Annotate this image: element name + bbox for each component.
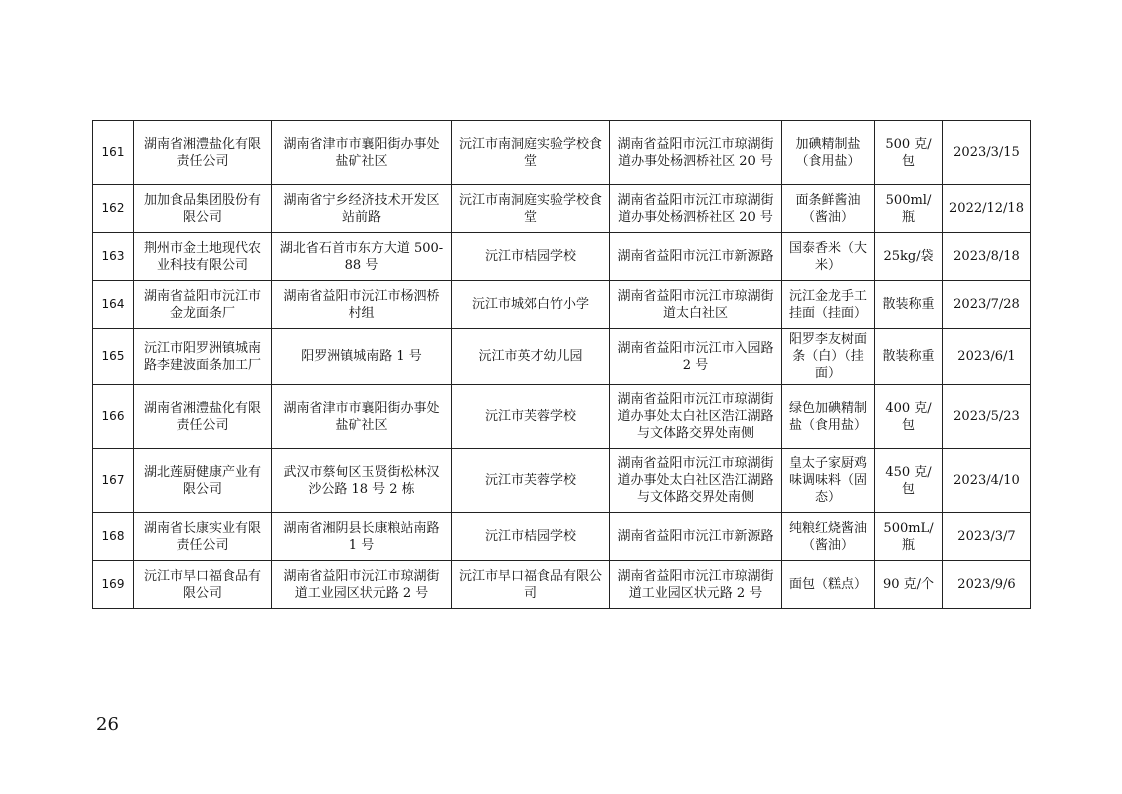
cell-product-name: 纯粮红烧酱油（酱油） bbox=[782, 513, 875, 561]
cell-producer-address: 湖南省宁乡经济技术开发区站前路 bbox=[272, 185, 452, 233]
table-row bbox=[93, 185, 1031, 233]
cell-sampled-unit: 沅江市桔园学校 bbox=[452, 233, 610, 281]
cell-product-name: 阳罗李友树面条（白）（挂面） bbox=[782, 329, 875, 385]
cell-producer: 湖南省湘澧盐化有限责任公司 bbox=[134, 121, 272, 185]
cell-sampled-unit: 沅江市南洞庭实验学校食堂 bbox=[452, 121, 610, 185]
cell-production-date: 2023/8/18 bbox=[943, 233, 1031, 281]
cell-number: 168 bbox=[93, 513, 134, 561]
table-row bbox=[93, 513, 1031, 561]
cell-producer: 沅江市早口福食品有限公司 bbox=[134, 561, 272, 609]
table-row bbox=[93, 385, 1031, 449]
cell-specification: 散装称重 bbox=[875, 281, 943, 329]
cell-production-date: 2023/5/23 bbox=[943, 385, 1031, 449]
cell-sampled-address: 湖南省益阳市沅江市琼湖街道太白社区 bbox=[610, 281, 782, 329]
cell-sampled-address: 湖南省益阳市沅江市新源路 bbox=[610, 513, 782, 561]
cell-product-name: 面条鲜酱油（酱油） bbox=[782, 185, 875, 233]
cell-number: 164 bbox=[93, 281, 134, 329]
cell-number: 163 bbox=[93, 233, 134, 281]
cell-producer-address: 湖南省益阳市沅江市琼湖街道工业园区状元路 2 号 bbox=[272, 561, 452, 609]
cell-sampled-address: 湖南省益阳市沅江市琼湖街道办事处杨泗桥社区 20 号 bbox=[610, 121, 782, 185]
cell-producer-address: 阳罗洲镇城南路 1 号 bbox=[272, 329, 452, 385]
cell-specification: 25kg/袋 bbox=[875, 233, 943, 281]
cell-specification: 400 克/包 bbox=[875, 385, 943, 449]
cell-producer-address: 湖南省益阳市沅江市杨泗桥村组 bbox=[272, 281, 452, 329]
cell-producer: 湖南省长康实业有限责任公司 bbox=[134, 513, 272, 561]
cell-sampled-unit: 沅江市芙蓉学校 bbox=[452, 449, 610, 513]
cell-sampled-address: 湖南省益阳市沅江市新源路 bbox=[610, 233, 782, 281]
page-number: 26 bbox=[96, 714, 119, 735]
table-row bbox=[93, 281, 1031, 329]
cell-producer: 荆州市金土地现代农业科技有限公司 bbox=[134, 233, 272, 281]
cell-producer: 沅江市阳罗洲镇城南路李建波面条加工厂 bbox=[134, 329, 272, 385]
cell-production-date: 2022/12/18 bbox=[943, 185, 1031, 233]
cell-production-date: 2023/9/6 bbox=[943, 561, 1031, 609]
cell-production-date: 2023/6/1 bbox=[943, 329, 1031, 385]
records-table bbox=[92, 120, 1031, 609]
cell-product-name: 皇太子家厨鸡味调味料（固态） bbox=[782, 449, 875, 513]
cell-number: 165 bbox=[93, 329, 134, 385]
cell-sampled-address: 湖南省益阳市沅江市入园路 2 号 bbox=[610, 329, 782, 385]
cell-specification: 散装称重 bbox=[875, 329, 943, 385]
cell-specification: 500 克/包 bbox=[875, 121, 943, 185]
cell-sampled-address: 湖南省益阳市沅江市琼湖街道工业园区状元路 2 号 bbox=[610, 561, 782, 609]
cell-sampled-unit: 沅江市芙蓉学校 bbox=[452, 385, 610, 449]
cell-producer: 湖北莲厨健康产业有限公司 bbox=[134, 449, 272, 513]
cell-producer-address: 湖南省津市市襄阳街办事处盐矿社区 bbox=[272, 121, 452, 185]
cell-production-date: 2023/7/28 bbox=[943, 281, 1031, 329]
cell-specification: 90 克/个 bbox=[875, 561, 943, 609]
cell-product-name: 国泰香米（大米） bbox=[782, 233, 875, 281]
cell-specification: 450 克/包 bbox=[875, 449, 943, 513]
cell-number: 161 bbox=[93, 121, 134, 185]
table-row bbox=[93, 233, 1031, 281]
cell-sampled-unit: 沅江市早口福食品有限公司 bbox=[452, 561, 610, 609]
cell-specification: 500ml/瓶 bbox=[875, 185, 943, 233]
table-body bbox=[93, 121, 1031, 609]
cell-product-name: 沅江金龙手工挂面（挂面） bbox=[782, 281, 875, 329]
cell-sampled-unit: 沅江市桔园学校 bbox=[452, 513, 610, 561]
cell-number: 169 bbox=[93, 561, 134, 609]
cell-product-name: 绿色加碘精制盐（食用盐） bbox=[782, 385, 875, 449]
cell-number: 166 bbox=[93, 385, 134, 449]
cell-producer-address: 湖南省湘阴县长康粮站南路 1 号 bbox=[272, 513, 452, 561]
cell-sampled-unit: 沅江市英才幼儿园 bbox=[452, 329, 610, 385]
cell-specification: 500mL/瓶 bbox=[875, 513, 943, 561]
cell-producer: 加加食品集团股份有限公司 bbox=[134, 185, 272, 233]
cell-producer-address: 武汉市蔡甸区玉贤街松林汉沙公路 18 号 2 栋 bbox=[272, 449, 452, 513]
cell-producer-address: 湖南省津市市襄阳街办事处盐矿社区 bbox=[272, 385, 452, 449]
table-row bbox=[93, 449, 1031, 513]
cell-production-date: 2023/3/7 bbox=[943, 513, 1031, 561]
cell-producer-address: 湖北省石首市东方大道 500-88 号 bbox=[272, 233, 452, 281]
cell-product-name: 加碘精制盐（食用盐） bbox=[782, 121, 875, 185]
cell-sampled-unit: 沅江市南洞庭实验学校食堂 bbox=[452, 185, 610, 233]
table-row bbox=[93, 561, 1031, 609]
cell-sampled-address: 湖南省益阳市沅江市琼湖街道办事处杨泗桥社区 20 号 bbox=[610, 185, 782, 233]
cell-producer: 湖南省湘澧盐化有限责任公司 bbox=[134, 385, 272, 449]
cell-sampled-address: 湖南省益阳市沅江市琼湖街道办事处太白社区浩江湖路与文体路交界处南侧 bbox=[610, 449, 782, 513]
cell-producer: 湖南省益阳市沅江市金龙面条厂 bbox=[134, 281, 272, 329]
cell-number: 162 bbox=[93, 185, 134, 233]
cell-sampled-unit: 沅江市城郊白竹小学 bbox=[452, 281, 610, 329]
table-row bbox=[93, 121, 1031, 185]
cell-product-name: 面包（糕点） bbox=[782, 561, 875, 609]
cell-production-date: 2023/3/15 bbox=[943, 121, 1031, 185]
cell-number: 167 bbox=[93, 449, 134, 513]
table-row bbox=[93, 329, 1031, 385]
cell-production-date: 2023/4/10 bbox=[943, 449, 1031, 513]
cell-sampled-address: 湖南省益阳市沅江市琼湖街道办事处太白社区浩江湖路与文体路交界处南侧 bbox=[610, 385, 782, 449]
